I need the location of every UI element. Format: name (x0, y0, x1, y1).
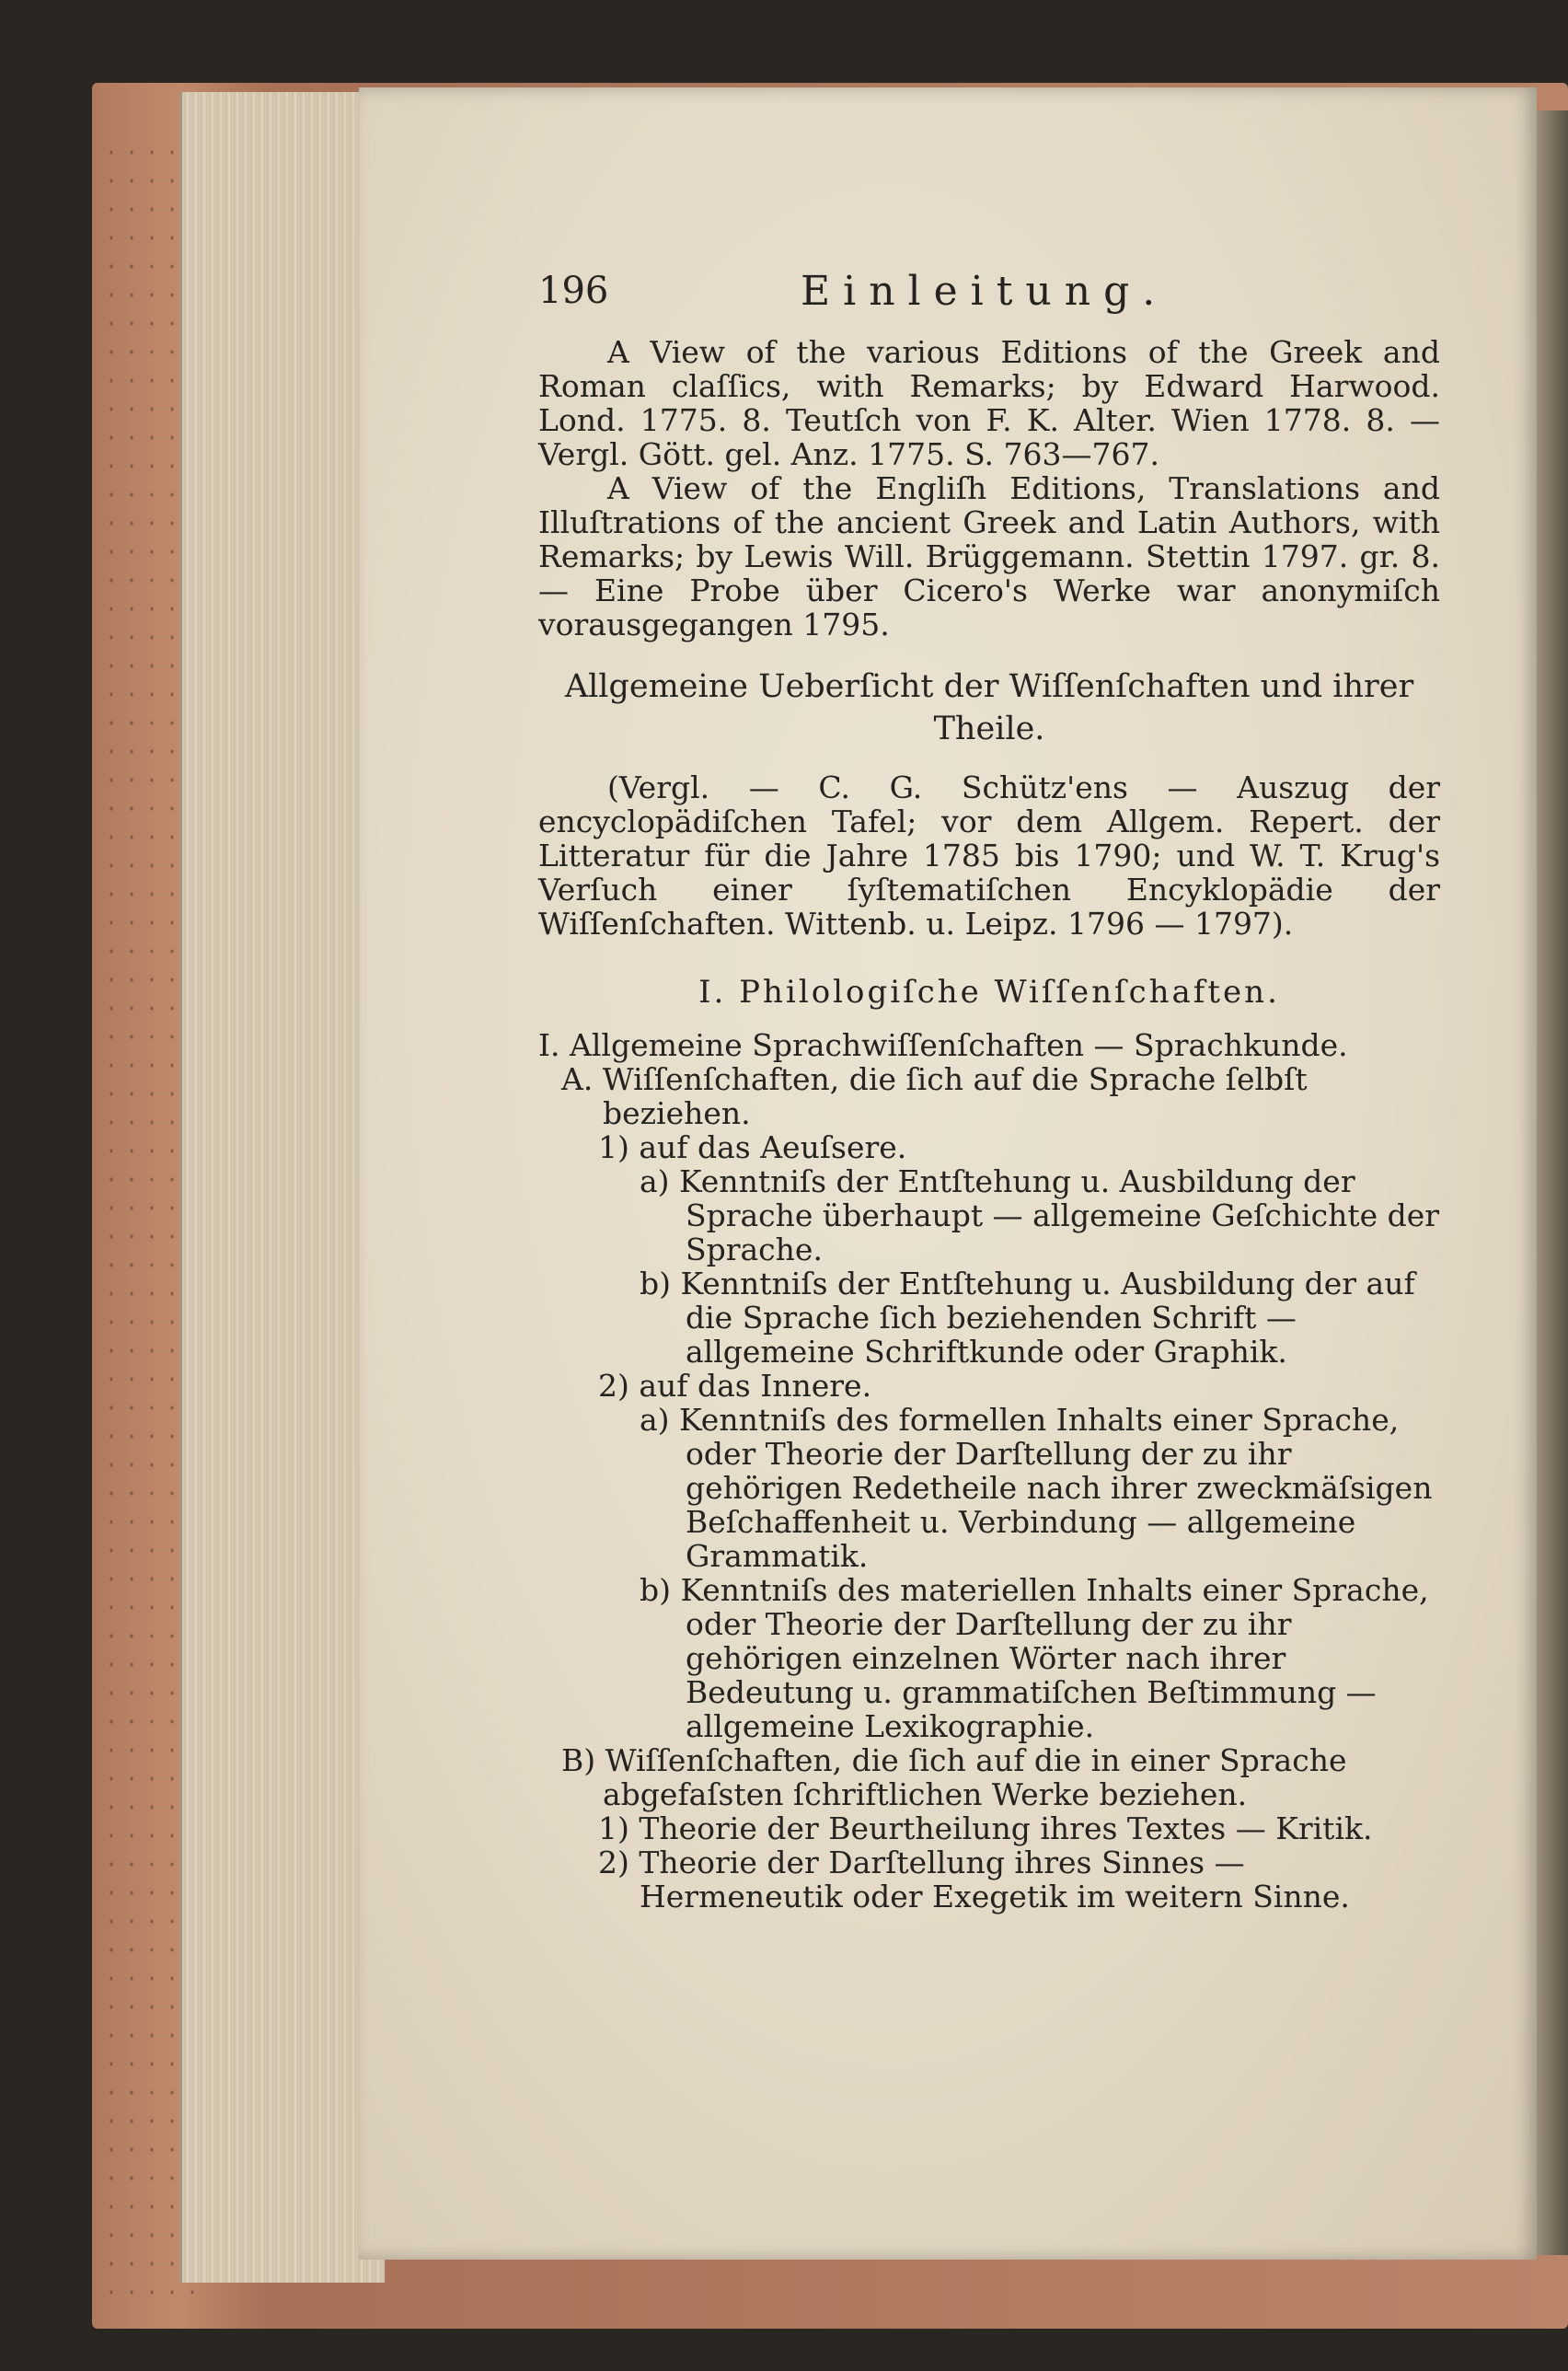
outline-item: a) Kenntniſs des formellen Inhalts einer Sprache, oder Theorie der Darſtellung der zu ihr gehörigen Redetheile nach ihrer zweckmäſsigen Beſchaffenheit u. Verbindung — allgemeine Grammatik. (640, 1402, 1433, 1574)
outline-item: 1) Theorie der Beurtheilung ihres Textes — Kritik. (598, 1810, 1373, 1846)
page-fold-shadow (1537, 110, 1568, 2255)
page-number: 196 (538, 270, 609, 312)
outline-list (538, 1028, 1440, 1914)
section-title: Allgemeine Ueberſicht der Wiſſenſchaften und ihrer Theile. (564, 668, 1414, 747)
outline-item: 2) Theorie der Darſtellung ihres Sinnes — Hermeneutik oder Exegetik im weitern Sinne. (598, 1845, 1350, 1914)
outline-item: 2) auf das Innere. (598, 1368, 872, 1404)
outline-item: b) Kenntniſs des materiellen Inhalts einer Sprache, oder Theorie der Darſtellung der zu ihr gehörigen einzelnen Wörter nach ihrer Bedeutung u. grammatiſchen Beſtimmung — allgemeine Lexikographie. (640, 1572, 1429, 1744)
reference-paragraph: A View of the Engliſh Editions, Translations and Illuſtrations of the ancient Greek and Latin Authors, with Remarks; by Lewis Will. Brüggemann. Stettin 1797. gr. 8. — Eine Probe über Cicero's Werke war anonymiſch vorausgegangen 1795. (538, 470, 1440, 642)
page-content (538, 268, 1440, 1914)
running-head: Einleitung. (801, 268, 1169, 315)
outline-item: A. Wiſſenſchaften, die ſich auf die Sprache ſelbſt beziehen. (561, 1061, 1308, 1131)
part-heading: I. Philologiſche Wiſſenſchaften. (698, 974, 1280, 1011)
outline-item: b) Kenntniſs der Entſtehung u. Ausbildung der auf die Sprache ſich beziehenden Schrift — allgemeine Schriftkunde oder Graphik. (640, 1266, 1415, 1370)
outline-item: I. Allgemeine Sprachwiſſenſchaften — Sprachkunde. (538, 1027, 1348, 1063)
outline-item: B) Wiſſenſchaften, die ſich auf die in einer Sprache abgefaſsten ſchriftlichen Werke beziehen. (561, 1742, 1347, 1812)
reference-paragraph: A View of the various Editions of the Greek and Roman claſſics, with Remarks; by Edward Harwood. Lond. 1775. 8. Teutſch von F. K. Alter. Wien 1778. 8. — Vergl. Gött. gel. Anz. 1775. S. 763—767. (538, 334, 1440, 472)
outline-item: a) Kenntniſs der Entſtehung u. Ausbildung der Sprache überhaupt — allgemeine Geſchichte der Sprache. (640, 1163, 1440, 1267)
page-header (538, 268, 1440, 335)
outline-item: 1) auf das Aeuſsere. (598, 1129, 907, 1165)
page-edges (179, 92, 385, 2283)
note-paragraph: (Vergl. — C. G. Schütz'ens — Auszug der encyclopädiſchen Tafel; vor dem Allgem. Repert. der Litteratur für die Jahre 1785 bis 1790; und W. T. Krug's Verſuch einer ſyſtematiſchen Encyklopädie der Wiſſenſchaften. Wittenb. u. Leipz. 1796 — 1797). (538, 769, 1440, 942)
